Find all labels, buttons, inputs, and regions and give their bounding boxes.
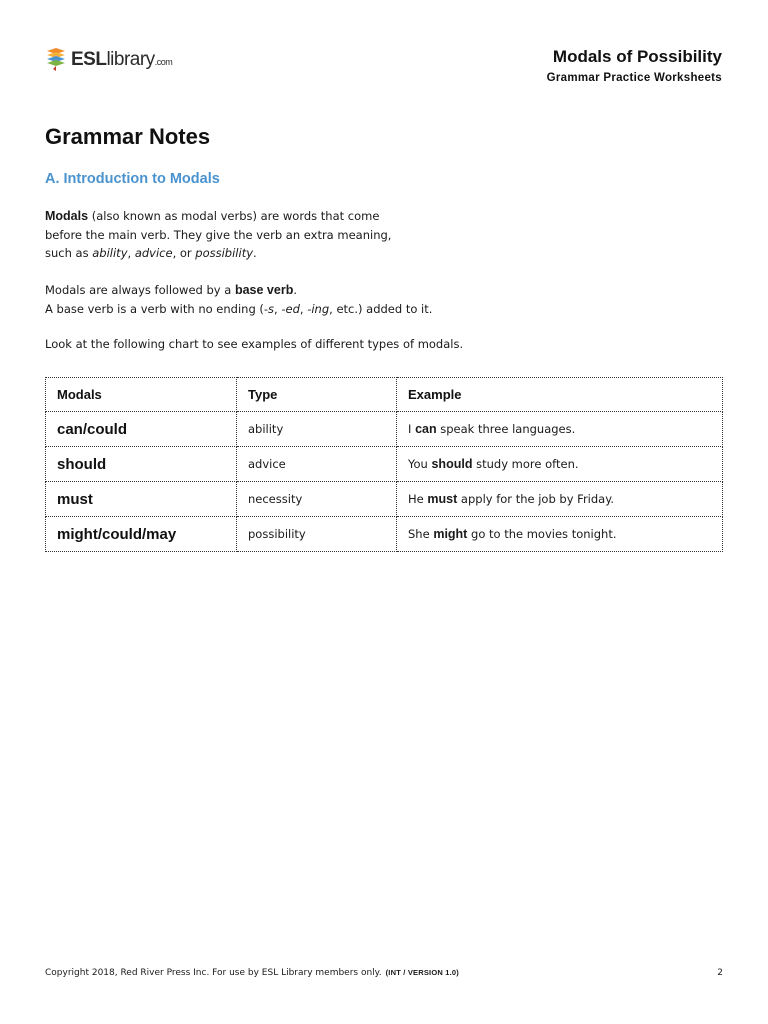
logo-text-esl: ESL [71,48,107,70]
example-modal: should [431,457,473,471]
example-cell [397,482,723,517]
modal-cell: must [46,482,237,517]
type-cell: necessity [237,482,397,517]
term-base-verb: base verb [234,283,294,297]
book-stack-icon [45,46,67,72]
example-possibility: possibility [195,246,254,260]
term-modals: Modals [45,209,89,223]
p1-sep-1: , [127,246,135,260]
p1-text-b: before the main verb. They give the verb an extra meaning, [45,227,392,242]
type-cell: possibility [237,517,397,552]
header-example: Example [397,378,723,412]
page-title: Grammar Notes [45,124,211,149]
modals-table [45,377,723,552]
example-post: apply for the job by Friday. [457,492,615,506]
worksheet-subtitle: Grammar Practice Worksheets [546,71,722,84]
table-row [46,412,723,447]
ending-s: -s [263,301,275,316]
header-modals: Modals [46,378,237,412]
p2-end: . [293,283,297,297]
example-cell [397,447,723,482]
footer-copyright: Copyright 2018, Red River Press Inc. For use by ESL Library members only. [45,968,382,978]
intro-paragraph-3: Look at the following chart to see examples of different types of modals. [45,337,464,351]
page-number: 2 [717,968,723,978]
p1-text-c: such as [45,246,93,260]
example-cell [397,412,723,447]
p2-text-c: , etc.) added to it. [329,301,433,316]
example-modal: must [427,492,458,506]
header-type: Type [237,378,397,412]
modal-cell: should [46,447,237,482]
intro-paragraph-2 [45,281,432,318]
example-advice: advice [134,246,173,260]
example-pre: I [408,422,416,436]
worksheet-title: Modals of Possibility [552,47,722,66]
ending-ed: -ed [281,301,300,316]
example-pre: He [408,492,428,506]
footer-version: (INT / VERSION 1.0) [385,968,459,977]
example-cell [397,517,723,552]
p2-sep-1: , [274,301,282,316]
worksheet-header [547,48,722,84]
p1-sep-2: , or [172,246,196,260]
example-modal: can [415,422,437,436]
ending-ing: -ing [307,301,330,316]
example-post: go to the movies tonight. [467,527,617,541]
footer [45,968,459,978]
p1-text-a: (also known as modal verbs) are words that come [88,209,380,223]
modal-cell: can/could [46,412,237,447]
example-post: study more often. [472,457,579,471]
type-cell: ability [237,412,397,447]
table-row [46,517,723,552]
table-row [46,482,723,517]
esl-library-logo [45,45,172,73]
intro-paragraph-1 [45,207,391,263]
section-heading: A. Introduction to Modals [45,171,220,187]
logo-text [71,50,172,69]
p2-sep-2: , [299,301,308,316]
example-post: speak three languages. [436,422,576,436]
logo-text-com: .com [154,56,173,67]
p2-text-b: A base verb is a verb with no ending ( [45,301,264,316]
example-ability: ability [92,246,128,260]
example-modal: might [433,527,468,541]
table-row [46,447,723,482]
logo-text-library: library [106,48,155,70]
p2-text-a: Modals are always followed by a [45,283,235,297]
example-pre: She [408,527,434,541]
modal-cell: might/could/may [46,517,237,552]
type-cell: advice [237,447,397,482]
p1-end: . [253,246,257,260]
example-pre: You [408,457,432,471]
table-header-row [46,378,723,412]
